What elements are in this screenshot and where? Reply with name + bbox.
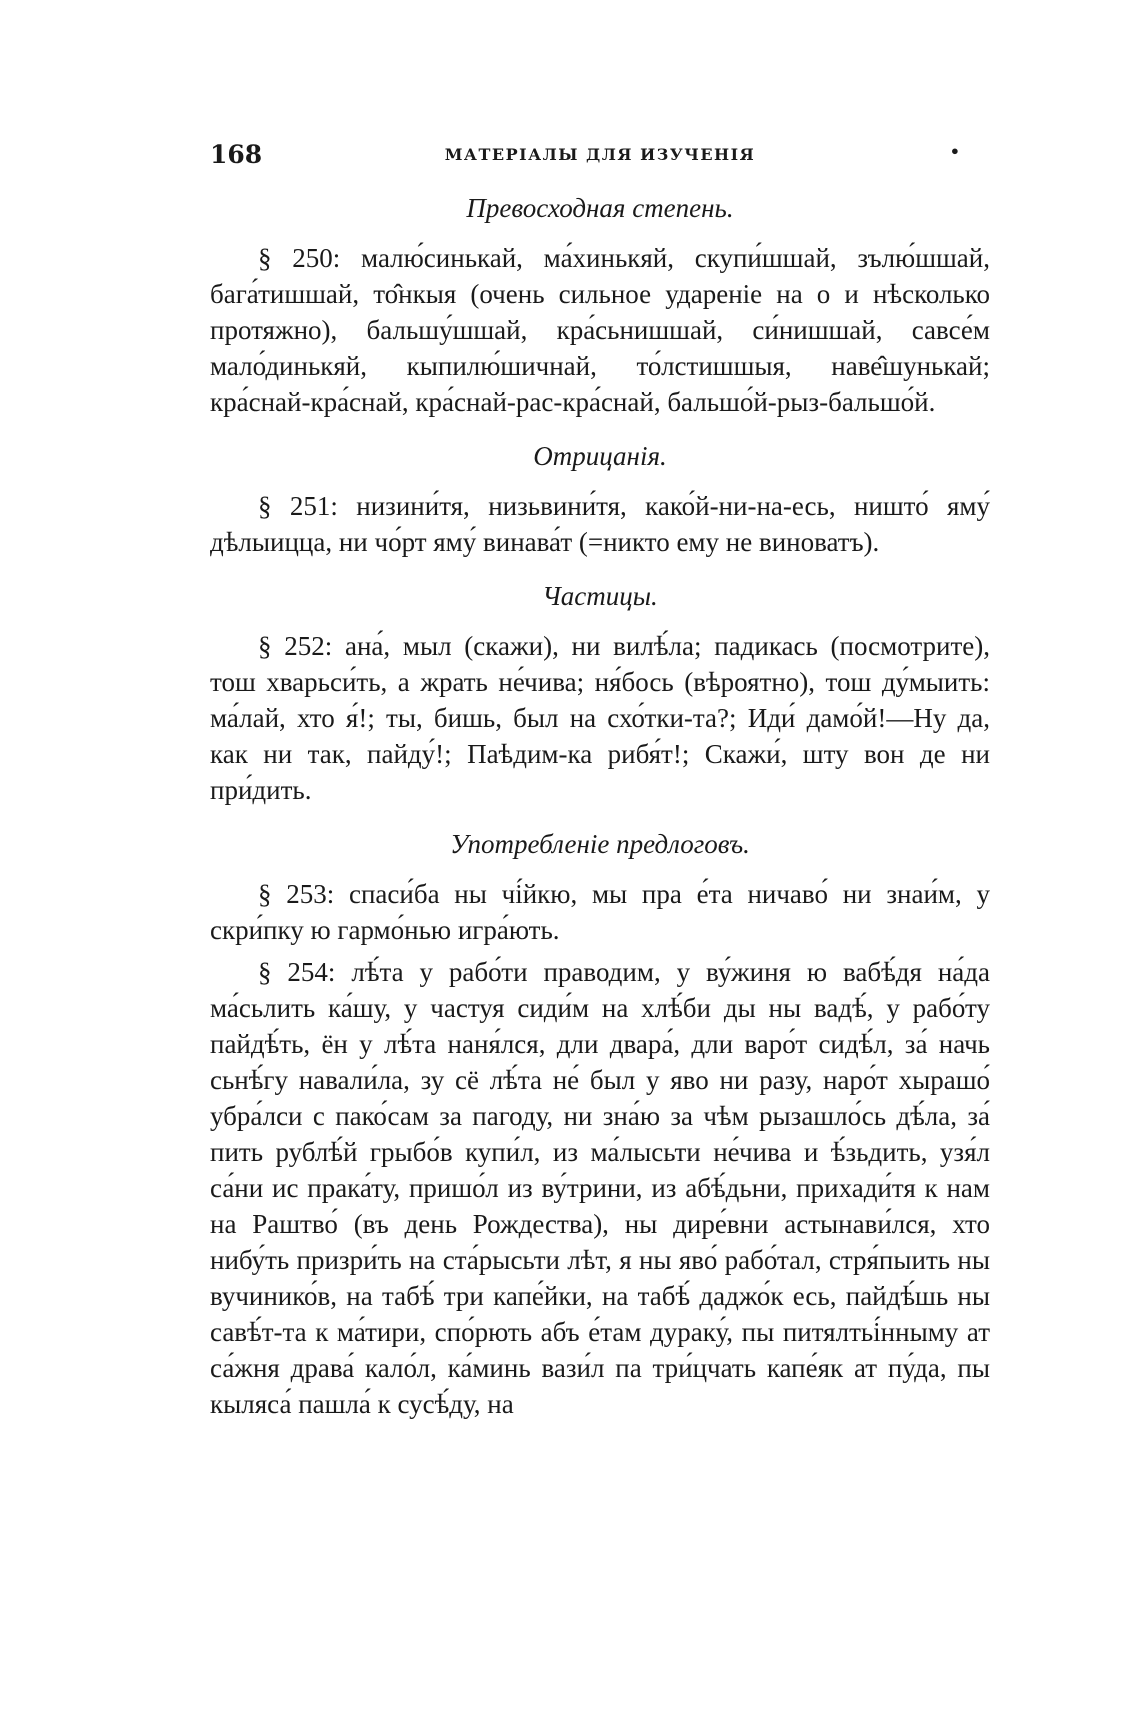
body-text (210, 190, 990, 1422)
section-heading: Употребленіе предлоговъ. (450, 829, 750, 859)
paragraph-252: § 252: ана́, мыл (скажи), ни вилѣ́ла; падикась (посмотрите), тош хварьси́ть, а жрать не́чива; ня́бось (вѣроятно), тош ду́мыить: ма́лай, хто я́!; ты, бишь, был на схо́тки-та?; Иди́ дамо́й!—Ну да, как ни так, пайду́!; Паѣдим-ка рибя́т!; Скажи́, шту вон де ни при́дить. (210, 631, 990, 805)
page-number: 168 (210, 140, 263, 169)
paragraph-251: § 251: низини́тя, низьвини́тя, како́й-ни-на-есь, ништо́ яму́ дѣлыицца, ни чо́рт яму́ винава́т (=никто ему не виноватъ). (210, 491, 990, 557)
page-header (210, 140, 990, 174)
paragraph-254: § 254: лѣ́та у рабо́ти праводим, у ву́жиня ю вабѣ́дя на́да ма́сьлить ка́шу, у частуя сиди́м на хлѣ́би ды ны вадѣ́, у рабо́ту пайдѣ́ть, ён у лѣ́та наня́лся, дли двара́, дли варо́т сидѣ́л, за́ начь сьнѣ́гу навали́ла, зу сё лѣ́та не́ был у яво ни разу, наро́т хырашо́ убра́лси с пако́сам за пагоду, ни зна́ю за чѣм рызашло́сь дѣ́ла, за́ пить рублѣ́й грыбо́в купи́л, из ма́лысьти не́чива и ѣ́зьдить, узя́л са́ни ис прака́ту, пришо́л из ву́трини, из абѣ́дьни, прихади́тя к нам на Раштво́ (въ день Рождества), ны дире́вни астынави́лся, хто нибу́ть призри́ть на ста́рысьти лѣт, я ны яво́ рабо́тал, стря́пыить ны вучинико́в, на табѣ́ три капе́йки, на табѣ́ даджо́к есь, пайдѣ́шь ны савѣ́т-та к ма́тири, спо́рють абъ е́там дураку́, пы питялтьі́нныму ат са́жня драва́ кало́л, ка́минь вази́л па три́цчать капе́як ат пу́да, пы кыляса́ пашла́ к сусѣ́ду, на (210, 957, 990, 1419)
section-heading: Отрицанія. (533, 441, 667, 471)
paragraph-253: § 253: спаси́ба ны чі́йкю, мы пра е́та ничаво́ ни знаи́м, у скри́пку ю гармо́нью игра́ють. (210, 879, 990, 945)
print-mark: • (949, 142, 960, 161)
section-heading: Превосходная степень. (466, 193, 734, 223)
paragraph-250: § 250: малю́синькай, ма́хинькяй, скупи́шшай, зълю́шшай, бага́тишшай, то̂нкыя (очень сильное удареніе на о и нѣсколько протяжно), бальшу́шшай, кра́сьнишшай, си́нишшай, савсе́м мало́динькяй, кыпилю́шичнай, то́лстишшыя, наве̂шунькай; кра́снай-кра́снай, кра́снай-рас-кра́снай, бальшо́й-рыз-бальшо́й. (210, 243, 990, 417)
running-title: МАТЕРІАЛЫ ДЛЯ ИЗУЧЕНІЯ (444, 145, 756, 164)
section-heading: Частицы. (542, 581, 658, 611)
